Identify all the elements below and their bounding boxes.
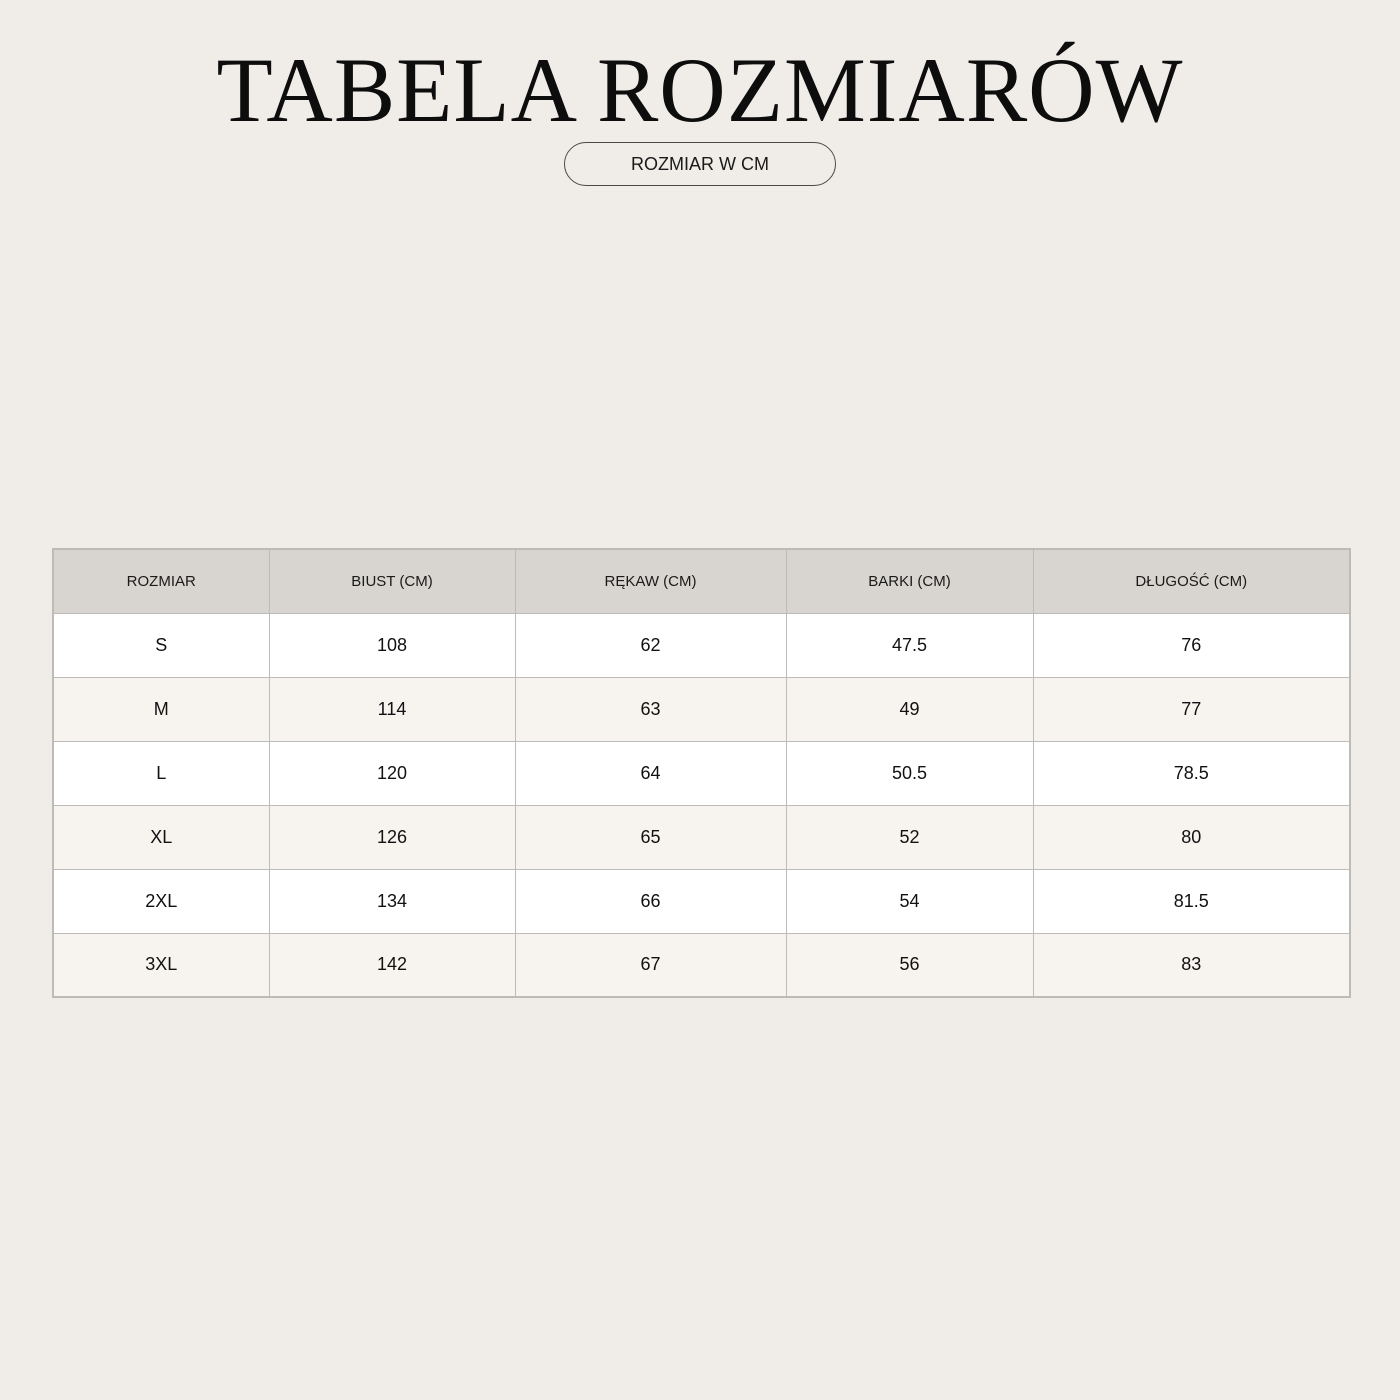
cell-length: 78.5 [1033,741,1350,805]
table-row [53,677,1350,741]
cell-bust: 142 [269,933,515,997]
page-title: TABELA ROZMIARÓW [216,39,1184,141]
cell-shoulders: 50.5 [786,741,1033,805]
cell-sleeve: 63 [515,677,786,741]
header-bust: BIUST (CM) [269,549,515,613]
cell-shoulders: 47.5 [786,613,1033,677]
header-length: DŁUGOŚĆ (CM) [1033,549,1350,613]
header-sleeve: RĘKAW (CM) [515,549,786,613]
cell-size: 2XL [53,869,269,933]
cell-sleeve: 65 [515,805,786,869]
cell-sleeve: 64 [515,741,786,805]
unit-badge: ROZMIAR W CM [564,142,836,186]
cell-sleeve: 66 [515,869,786,933]
cell-length: 80 [1033,805,1350,869]
table-row [53,805,1350,869]
cell-bust: 134 [269,869,515,933]
cell-shoulders: 49 [786,677,1033,741]
table-row [53,869,1350,933]
cell-bust: 114 [269,677,515,741]
cell-size: S [53,613,269,677]
cell-bust: 120 [269,741,515,805]
size-chart-table [52,548,1351,998]
table-row [53,741,1350,805]
cell-length: 81.5 [1033,869,1350,933]
cell-length: 77 [1033,677,1350,741]
cell-shoulders: 52 [786,805,1033,869]
cell-size: M [53,677,269,741]
header-size: ROZMIAR [53,549,269,613]
table-row [53,933,1350,997]
cell-size: XL [53,805,269,869]
cell-shoulders: 54 [786,869,1033,933]
cell-bust: 108 [269,613,515,677]
cell-sleeve: 62 [515,613,786,677]
table-header-row [53,549,1350,613]
header-shoulders: BARKI (CM) [786,549,1033,613]
cell-shoulders: 56 [786,933,1033,997]
cell-length: 76 [1033,613,1350,677]
cell-length: 83 [1033,933,1350,997]
cell-bust: 126 [269,805,515,869]
cell-sleeve: 67 [515,933,786,997]
cell-size: 3XL [53,933,269,997]
cell-size: L [53,741,269,805]
table-row [53,613,1350,677]
